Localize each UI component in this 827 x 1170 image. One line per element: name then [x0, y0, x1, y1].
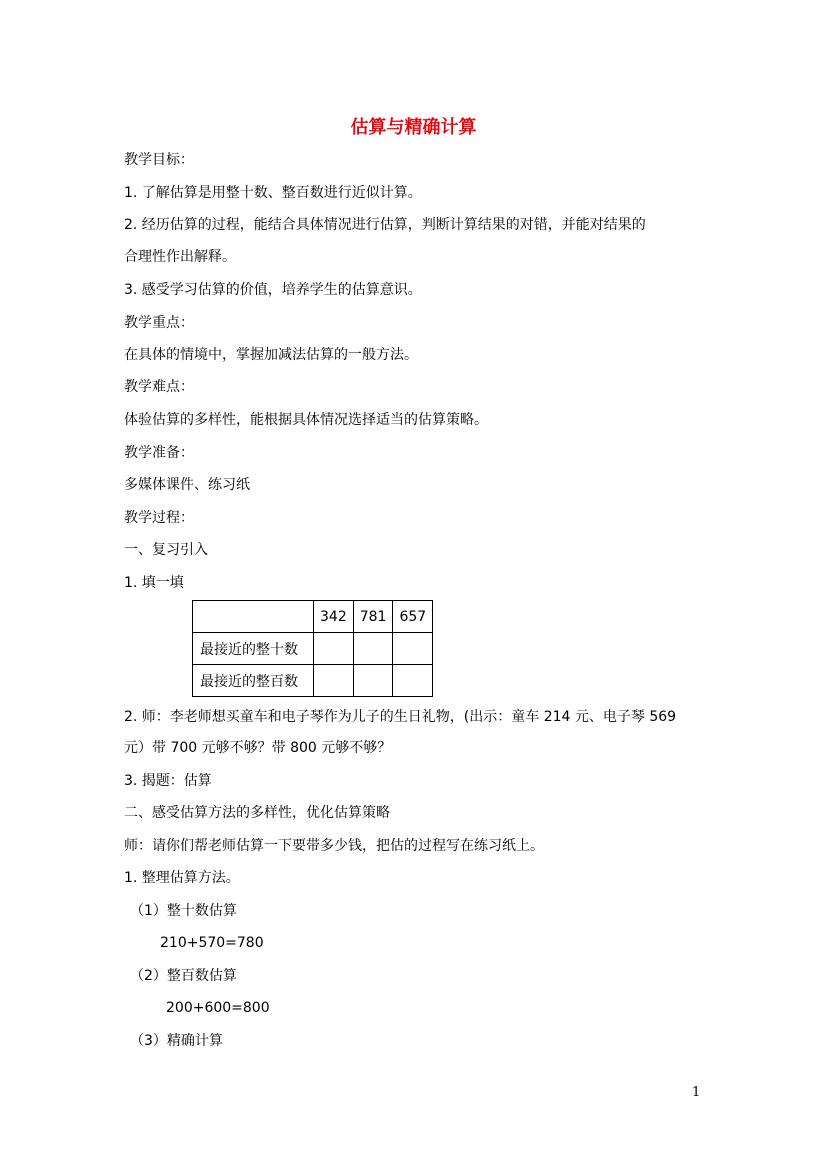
table-cell [193, 601, 314, 633]
table-cell [314, 665, 354, 697]
section-heading: 教学重点： [124, 315, 194, 331]
section-heading: 教学过程： [124, 510, 194, 526]
paragraph: 2. 师：李老师想买童车和电子琴作为儿子的生日礼物，(出示：童车 214 元、电子琴 569 [124, 709, 677, 725]
section-heading: 教学难点： [124, 379, 194, 395]
fill-in-table [192, 600, 433, 697]
table-header-cell: 342 [314, 601, 354, 633]
table-cell [393, 665, 433, 697]
paragraph: 在具体的情境中，掌握加减法估算的一般方法。 [124, 347, 418, 363]
equation: 210+570=780 [160, 935, 264, 951]
section-heading: 教学准备： [124, 445, 194, 461]
table-cell [314, 633, 354, 665]
table-header-cell: 781 [353, 601, 393, 633]
paragraph: 多媒体课件、练习纸 [124, 477, 250, 493]
section-heading: 教学目标： [124, 152, 194, 168]
row-label: 最接近的整百数 [193, 665, 314, 697]
paragraph: 合理性作出解释。 [124, 249, 236, 265]
table-cell [353, 665, 393, 697]
table-row [193, 601, 433, 633]
table-header-cell: 657 [393, 601, 433, 633]
table-row [193, 665, 433, 697]
table-row [193, 633, 433, 665]
paragraph: 1. 整理估算方法。 [124, 870, 240, 886]
paragraph: 师：请你们帮老师估算一下要带多少钱，把估的过程写在练习纸上。 [124, 838, 544, 854]
row-label: 最接近的整十数 [193, 633, 314, 665]
paragraph: （3）精确计算 [130, 1033, 223, 1049]
paragraph: （2）整百数估算 [130, 968, 237, 984]
paragraph: 元）带 700 元够不够？带 800 元够不够？ [124, 740, 392, 756]
paragraph: 1. 填一填 [124, 575, 184, 591]
section-heading: 二、感受估算方法的多样性，优化估算策略 [124, 805, 390, 821]
paragraph: 3. 感受学习估算的价值，培养学生的估算意识。 [124, 282, 422, 298]
paragraph: 体验估算的多样性，能根据具体情况选择适当的估算策略。 [124, 412, 488, 428]
paragraph: 2. 经历估算的过程，能结合具体情况进行估算，判断计算结果的对错，并能对结果的 [124, 217, 646, 233]
paragraph: 1. 了解估算是用整十数、整百数进行近似计算。 [124, 185, 422, 201]
table-cell [353, 633, 393, 665]
paragraph: （1）整十数估算 [130, 903, 237, 919]
page-number: 1 [692, 1085, 701, 1100]
paragraph: 一、复习引入 [124, 542, 208, 558]
paragraph: 3. 揭题：估算 [124, 773, 212, 789]
document-title: 估算与精确计算 [350, 117, 477, 138]
equation: 200+600=800 [166, 1000, 270, 1016]
table-cell [393, 633, 433, 665]
